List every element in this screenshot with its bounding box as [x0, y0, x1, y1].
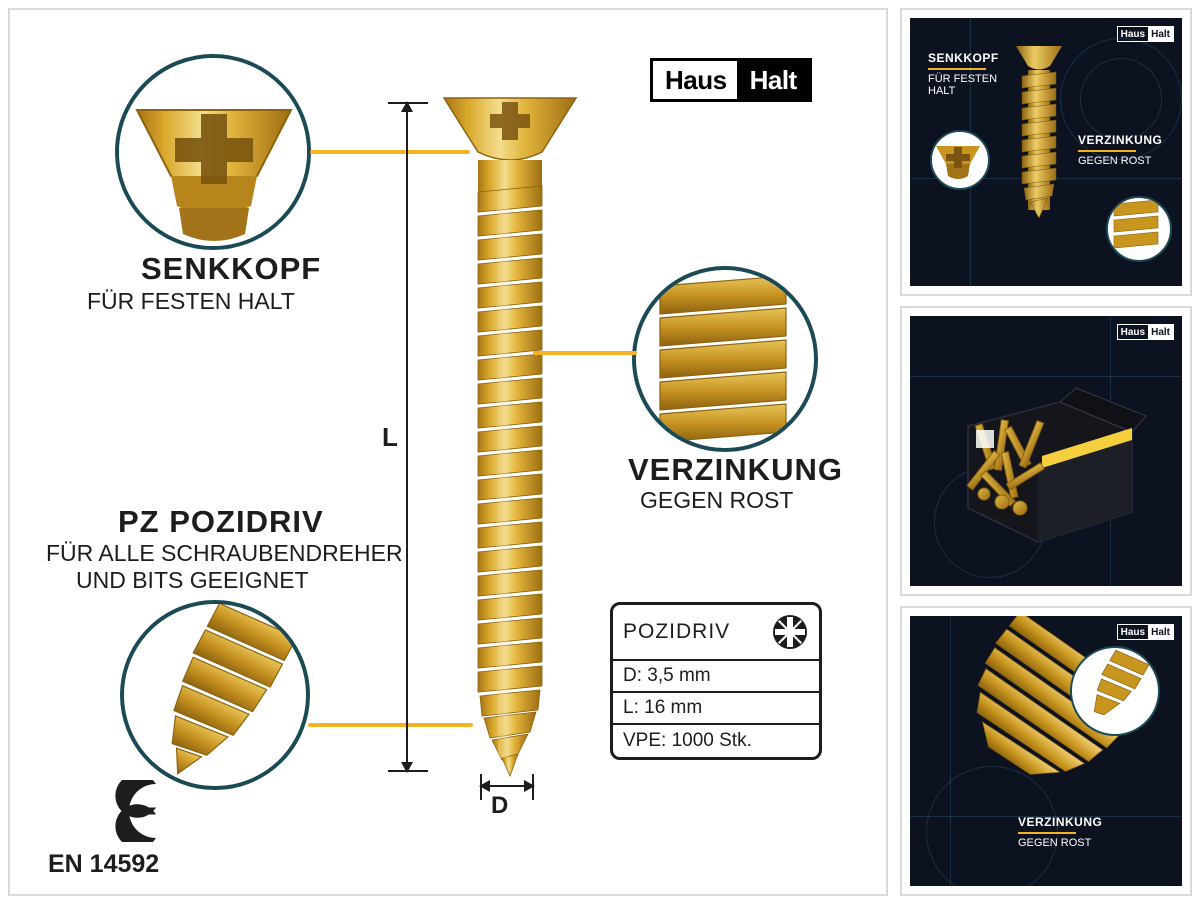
spec-drive-label: POZIDRIV [623, 620, 731, 643]
spec-row-length: L: 16 mm [613, 693, 819, 725]
diameter-dimension-label: D [491, 792, 509, 819]
thumbnail-panel-verzinkung[interactable] [900, 606, 1192, 896]
brand-logo-haus: Haus [1120, 28, 1146, 40]
pozidriv-cross-icon [771, 613, 809, 651]
thumb1-senkkopf-sub1: FÜR FESTEN [928, 72, 998, 85]
brand-logo-halt: Halt [740, 61, 809, 99]
length-dimension-label: L [382, 422, 398, 452]
diameter-dimension-arrow [480, 785, 534, 787]
brand-logo-haus: Haus [1120, 626, 1146, 638]
leader-line-head [310, 150, 470, 154]
callout-subtitle-senkkopf: FÜR FESTEN HALT [87, 288, 295, 314]
thumb1-label-verzinkung [1078, 134, 1162, 167]
length-dimension-arrow [406, 102, 408, 772]
mini-bubble-tip [1070, 646, 1160, 736]
brand-logo-halt: Halt [1148, 625, 1173, 639]
spec-row-vpe: VPE: 1000 Stk. [623, 730, 752, 751]
thumb1-verzinkung-sub: GEGEN ROST [1078, 154, 1152, 167]
brand-logo-haus: Haus [1120, 326, 1146, 338]
bubble-zinc-thread [632, 266, 818, 452]
spec-row-drive [613, 605, 819, 661]
thumb3-verzinkung-sub: GEGEN ROST [1018, 836, 1092, 849]
thumb3-rule [1018, 832, 1076, 834]
callout-title-verzinkung: VERZINKUNG [628, 452, 843, 487]
callout-subtitle-pozidriv-line1: FÜR ALLE SCHRAUBENDREHER [46, 540, 403, 566]
screw-box-illustration [910, 316, 1182, 586]
thumbnail-box-image [910, 316, 1182, 586]
thumb1-rule-2 [1078, 150, 1136, 152]
thumbnail-verzinkung-image [910, 616, 1182, 886]
thumb1-verzinkung-title: VERZINKUNG [1078, 133, 1163, 147]
thumbnail-panel-box[interactable] [900, 306, 1192, 596]
en-standard-label: EN 14592 [48, 850, 160, 878]
brand-logo-halt: Halt [1148, 325, 1173, 339]
leader-line-tip [308, 723, 473, 727]
callout-subtitle-pozidriv-line2: UND BITS GEEIGNET [76, 567, 309, 593]
thumb1-senkkopf-title: SENKKOPF [928, 51, 999, 65]
thumb1-senkkopf-sub2: HALT [928, 85, 956, 98]
callout-subtitle-verzinkung: GEGEN ROST [640, 487, 794, 513]
ce-mark-icon [52, 780, 172, 842]
bubble-countersunk-head [115, 54, 311, 250]
spec-table [610, 602, 822, 760]
spec-row-diameter: D: 3,5 mm [613, 661, 819, 693]
callout-title-senkkopf: SENKKOPF [141, 251, 322, 286]
thumb3-verzinkung-title: VERZINKUNG [1018, 815, 1103, 829]
leader-line-thread [533, 351, 637, 355]
main-product-panel [8, 8, 888, 896]
thumb3-label-verzinkung [1018, 816, 1102, 849]
mini-bubble-thread [1106, 196, 1172, 262]
thumbnail-overview-image [910, 18, 1182, 286]
brand-logo-haus: Haus [665, 64, 727, 95]
callout-title-pozidriv: PZ POZIDRIV [118, 504, 324, 539]
thumb1-rule [928, 68, 986, 70]
thumb1-label-senkkopf [928, 52, 999, 98]
mini-bubble-head [930, 130, 990, 190]
brand-logo-halt: Halt [1148, 27, 1173, 41]
bubble-screw-tip [120, 600, 310, 790]
thumbnail-panel-overview[interactable] [900, 8, 1192, 296]
